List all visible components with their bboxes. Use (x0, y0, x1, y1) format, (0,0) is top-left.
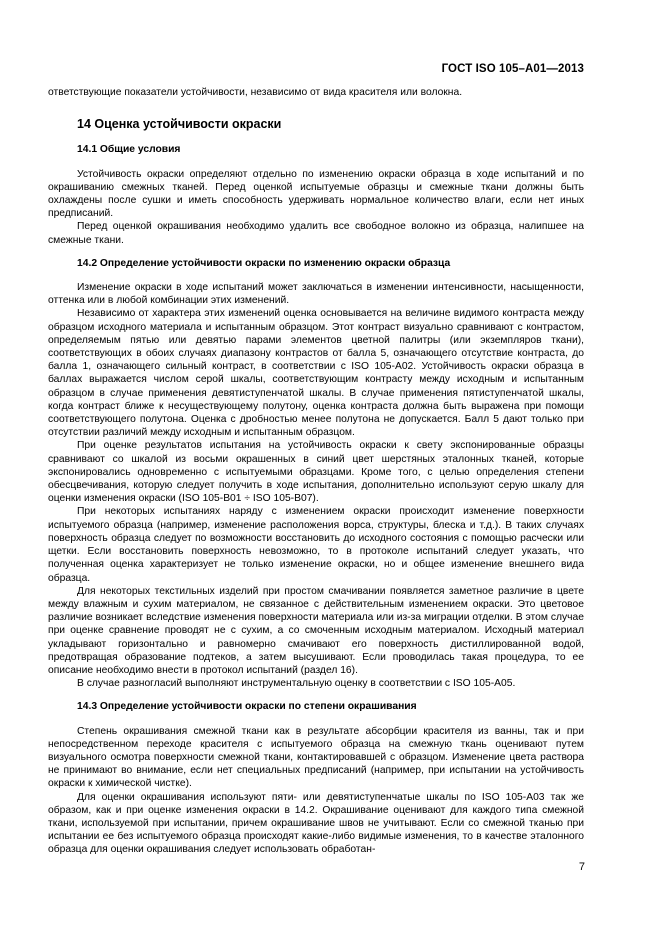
paragraph: При некоторых испытаниях наряду с изменением окраски происходит изменение поверхности испытуемого образца (например, изменение расположения ворса, структуры, блеска и т.д.). В таких случаях поверхность образца следует по возможности восстановить до исходного состояния с помощью расчески или щетки. Если восстановить поверхность невозможно, то в протоколе испытаний следует указать, что полученная оценка характеризует не только изменение окраски, но и общее изменение внешнего вида образца. (48, 506, 584, 584)
paragraph: Устойчивость окраски определяют отдельно по изменению окраски образца в ходе испытаний и по окрашиванию смежных тканей. Перед оценкой испытуемые образцы и смежные ткани должны быть охлаждены после сушки и иметь способность удерживать нормальное количество влаги, если нет иных предписаний. (48, 168, 584, 220)
paragraph: При оценке результатов испытания на устойчивость окраски к свету экспонированные образцы сравнивают со шкалой из восьми окрашенных в синий цвет шерстяных эталонных тканей, которые экспонировались одновременно с испытуемыми образцами. Кроме того, с целью определения степени обесцвечивания, которую следует получить в ходе испытания, дополнительно используют серую шкалу для оценки изменения окраски (ISO 105-B01 ÷ ISO 105-B07). (48, 440, 584, 505)
page-number: 7 (578, 861, 585, 873)
continuation-paragraph: ответствующие показатели устойчивости, независимо от вида красителя или волокна. (48, 87, 463, 98)
paragraph: Степень окрашивания смежной ткани как в результате абсорбции красителя из ванны, так и при непосредственном переходе красителя с испытуемого образца на смежную ткань оценивают путем визуального осмотра поверхности смежной ткани, контактировавшей с образцом. Изменение цвета раствора не принимают во внимание, если нет специальных предписаний (например, при испытании на устойчивость окраски к химической чистке). (48, 725, 584, 790)
paragraph: Независимо от характера этих изменений оценка основывается на величине видимого контраста между образцом исходного материала и испытанным образцом. Этот контраст визуально сравнивают с контрастом, определяемым пятью или девятью парами элементов цветной палитры (или экземпляров ткани), соответствующих в обоих случаях диапазону контрастов от балла 5, означающего отсутствие контраста, до балла 1, означающего сильный контраст, в соответствии с ISO 105-A02. Устойчивость окраски образца в баллах выражается числом серой шкалы, соответствующим контрасту между исходным и испытанным образцом в случае применения девятиступенчатой шкалы. В случае применения пятиступенчатой шкалы, когда контраст ближе к несуществующему полутону, оценка контраста должна быть выражена при помощи соответствующего полутона. Оценка с дробностью менее полутона не допускается. Балл 5 дают только при отсутствии различий между исходным и испытанным образцом. (48, 308, 584, 439)
page-content (48, 86, 584, 857)
section-14-3-heading: 14.3 Определение устойчивости окраски по степени окрашивания (77, 701, 417, 713)
section-14-1-heading: 14.1 Общие условия (77, 144, 181, 156)
paragraph: Для оценки окрашивания используют пяти- или девятиступенчатые шкалы по ISO 105-A03 так же образом, как и при оценке изменения окраски в 14.2. Окрашивание оценивают для каждого типа смежной ткани, используемой при испытании, причем окрашивание швов не учитывают. Если со смежной тканью при испытании ее без испытуемого образца происходят какие-либо видимые изменения, то в качестве эталонного образца для оценки окрашивания следует использовать обработан- (48, 791, 584, 856)
paragraph: Изменение окраски в ходе испытаний может заключаться в изменении интенсивности, насыщенности, оттенка или в любой комбинации этих изменений. (48, 282, 584, 307)
document-header: ГОСТ ISO 105–A01—2013 (441, 63, 584, 75)
paragraph: Перед оценкой окрашивания необходимо удалить все свободное волокно из образца, налипшее на смежные ткани. (48, 221, 584, 246)
paragraph: В случае разногласий выполняют инструментальную оценку в соответствии с ISO 105-A05. (77, 678, 516, 690)
paragraph: Для некоторых текстильных изделий при простом смачивании появляется заметное различие в цвете между влажным и сухим материалом, не связанное с действительным изменением окраски. Это цветовое различие возникает вследствие изменения поверхности материала или из-за миграции отделки. В этом случае при оценке сравнение проводят не с сухим, а со смоченным исходным материалом. Исходный материал укладывают горизонтально и равномерно смачивают его поверхность дистиллированной водой, предотвращая образование подтеков, а затем высушивают. Если проводилась такая процедура, то ее описание необходимо внести в протокол испытаний (раздел 16). (48, 585, 584, 676)
section-14-heading: 14 Оценка устойчивости окраски (77, 117, 282, 132)
section-14-2-heading: 14.2 Определение устойчивости окраски по изменению окраски образца (77, 257, 451, 269)
